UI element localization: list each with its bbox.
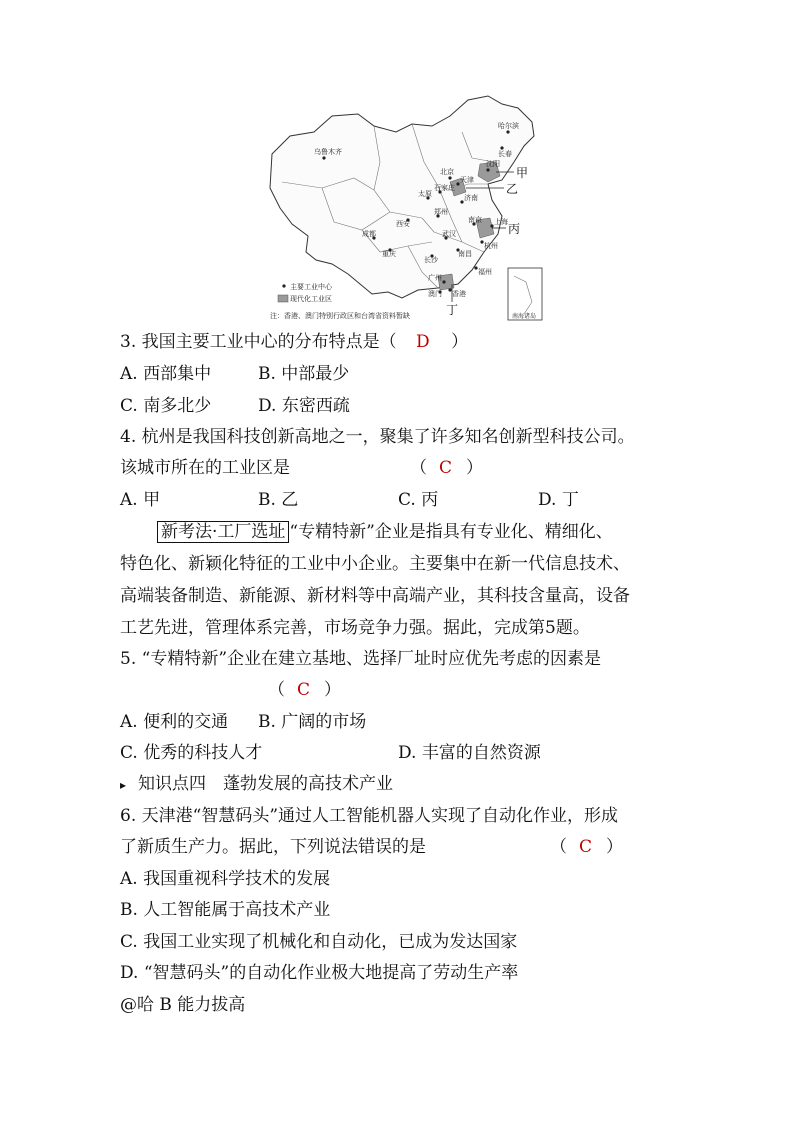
q5-option-c: C. 优秀的科技人才: [120, 743, 263, 763]
q4-answer: C: [439, 458, 453, 478]
legend-dot-label: 主要工业中心: [290, 283, 332, 291]
q6-option-c: C. 我国工业实现了机械化和自动化，已成为发达国家: [120, 932, 518, 952]
q5-answer: C: [297, 680, 311, 700]
q6-option-a: A. 我国重视科学技术的发展: [120, 869, 331, 889]
map-note: 注：香港、澳门特别行政区和台湾省资料暂缺: [270, 312, 410, 320]
city-label: 天津: [460, 176, 474, 184]
q6-answer: C: [579, 837, 593, 857]
passage-text1: “专精特新”企业是指具有专业化、精细化、: [289, 522, 613, 542]
q5-option-b: B. 广阔的市场: [258, 712, 367, 732]
q4-answer-bracket: [410, 456, 483, 480]
section-heading: [120, 772, 393, 797]
q4-close: ）: [466, 458, 484, 478]
q4-open: （: [410, 458, 427, 478]
q3-answer: D: [416, 332, 430, 352]
q3-option-c: C. 南多北少: [120, 396, 212, 416]
q4-option-d: D. 丁: [538, 490, 579, 510]
city-label: 西安: [396, 220, 410, 228]
label-yi: 乙: [506, 182, 519, 196]
city-label: 福州: [478, 268, 492, 276]
section-title: 知识点四 蓬勃发展的高技术产业: [138, 774, 394, 794]
q6-stem-line1: 6. 天津港“智慧码头”通过人工智能机器人实现了自动化作业，形成: [120, 806, 619, 826]
q3-option-d: D. 东密西疏: [258, 396, 350, 416]
q6-stem-line2: 了新质生产力。据此，下列说法错误的是: [120, 837, 426, 857]
q3-stem: [120, 330, 468, 354]
passage-line4: 工艺先进，管理体系完善，市场竞争力强。据此，完成第5题。: [120, 618, 590, 638]
city-label: 香港: [452, 290, 466, 298]
q6-open: （: [550, 837, 567, 857]
label-ding: 丁: [446, 303, 459, 317]
q5-close: ）: [324, 680, 342, 700]
city-label: 澳门: [428, 290, 442, 298]
q3-option-a: A. 西部集中: [120, 364, 212, 384]
city-label: 南昌: [458, 250, 472, 258]
city-label: 武汉: [442, 230, 456, 238]
passage-line3: 高端装备制造、新能源、新材料等中高端产业，其科技含量高，设备: [120, 586, 630, 606]
inset-label: 南海诸岛: [512, 313, 537, 320]
q6-answer-bracket: [550, 835, 623, 859]
city-label: 广州: [428, 274, 442, 282]
city-label: 成都: [362, 230, 376, 238]
label-bing: 丙: [508, 222, 521, 236]
q5-option-d: D. 丰富的自然资源: [398, 743, 541, 763]
q4-option-a: A. 甲: [120, 490, 161, 510]
city-label: 乌鲁木齐: [314, 148, 342, 156]
city-label: 长春: [498, 150, 512, 158]
legend-area-label: 现代化工业区: [290, 295, 332, 303]
q4-option-c: C. 丙: [398, 490, 439, 510]
city-label: 石家庄: [434, 184, 455, 192]
q3-option-b: B. 中部最少: [258, 364, 350, 384]
q4-stem-line1: 4. 杭州是我国科技创新高地之一，聚集了许多知名创新型科技公司。: [120, 427, 635, 447]
q4-option-b: B. 乙: [258, 490, 299, 510]
legend-area-icon: [278, 295, 288, 302]
label-jia: 甲: [516, 166, 529, 180]
q5-open: （: [268, 680, 285, 700]
city-label: 南京: [468, 216, 482, 224]
passage-line1: [157, 520, 613, 544]
city-label: 太原: [418, 190, 432, 198]
q6-close: ）: [606, 837, 624, 857]
city-label: 哈尔滨: [498, 122, 519, 130]
q6-option-b: B. 人工智能属于高技术产业: [120, 900, 331, 920]
city-label: 上海: [494, 218, 508, 226]
china-industry-map: [262, 92, 552, 324]
q3-stem-text: 3. 我国主要工业中心的分布特点是（: [120, 332, 397, 352]
passage-tag: 新考法·工厂选址: [157, 521, 289, 543]
level-footer: @哈 B 能力拔高: [120, 995, 246, 1015]
passage-line2: 特色化、新颖化特征的工业中小企业。主要集中在新一代信息技术、: [120, 554, 630, 574]
city-label: 郑州: [434, 208, 448, 216]
city-label: 杭州: [484, 242, 498, 250]
q5-stem: 5. “专精特新”企业在建立基地、选择厂址时应优先考虑的因素是: [120, 649, 602, 669]
q6-option-d: D. “智慧码头”的自动化作业极大地提高了劳动生产率: [120, 963, 519, 983]
q3-close: ）: [451, 332, 469, 352]
city-label: 济南: [464, 194, 478, 202]
q5-answer-bracket: [268, 678, 341, 702]
q4-stem-line2: 该城市所在的工业区是: [120, 458, 290, 478]
section-marker-icon: ▸: [120, 778, 127, 792]
city-label: 重庆: [382, 250, 396, 258]
q5-option-a: A. 便利的交通: [120, 712, 229, 732]
country-outline: [270, 96, 534, 298]
city-label: 沈阳: [486, 160, 500, 168]
legend-dot-icon: [282, 284, 285, 287]
city-label: 长沙: [424, 256, 438, 264]
city-label: 北京: [440, 168, 454, 176]
